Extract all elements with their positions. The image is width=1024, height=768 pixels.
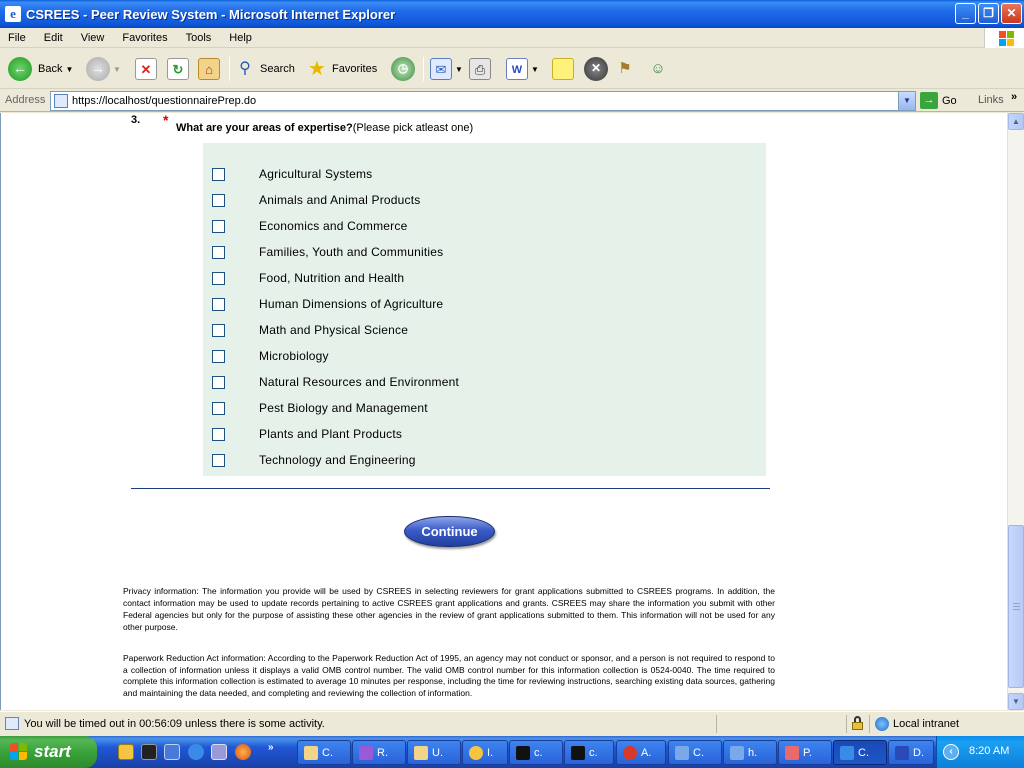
- security-zone[interactable]: [875, 717, 959, 731]
- status-pane-divider: [846, 715, 847, 733]
- search-label: Search: [260, 63, 295, 75]
- secure-lock-icon[interactable]: [852, 716, 863, 730]
- scroll-grip: [1013, 606, 1020, 607]
- menu-edit[interactable]: Edit: [43, 31, 63, 44]
- favorites-label: Favorites: [332, 63, 378, 75]
- ie-icon: [840, 746, 854, 760]
- links-chevron-icon[interactable]: »: [1011, 91, 1018, 103]
- taskbar-button[interactable]: [616, 740, 666, 765]
- stop-button[interactable]: [135, 55, 157, 83]
- clock-icon: [469, 746, 483, 760]
- forward-arrow-icon: →: [86, 57, 110, 81]
- ie-logo-icon: e: [5, 6, 21, 22]
- page-icon: [54, 94, 68, 108]
- address-label: Address: [5, 94, 46, 106]
- print-icon: ⎙: [469, 58, 491, 80]
- folder-icon: [304, 746, 318, 760]
- taskbar-button-label: C.: [322, 746, 333, 759]
- scroll-thumb[interactable]: [1008, 525, 1024, 688]
- tray-expand-icon[interactable]: ‹: [943, 744, 959, 760]
- mail-button[interactable]: [430, 55, 463, 83]
- folder-icon: [414, 746, 428, 760]
- taskbar-button[interactable]: [723, 740, 777, 765]
- taskbar-button-label: P.: [803, 746, 812, 759]
- expertise-option-label: Agricultural Systems: [259, 167, 373, 181]
- favorites-button[interactable]: [306, 55, 377, 83]
- menu-bar: [0, 28, 1024, 48]
- favorites-star-icon: ★: [308, 58, 326, 80]
- expertise-option-label: Math and Physical Science: [259, 323, 409, 337]
- messenger-icon: ☺: [650, 60, 666, 77]
- windows-flag-icon: [10, 743, 28, 761]
- standard-toolbar: [0, 49, 1024, 89]
- expertise-checkbox[interactable]: [212, 428, 225, 441]
- title-bar: [0, 0, 1024, 28]
- expertise-option-label: Animals and Animal Products: [259, 193, 421, 207]
- page-content: [0, 113, 1007, 710]
- back-label: Back: [38, 63, 63, 75]
- taskbar-button-label: D.: [913, 746, 924, 759]
- expertise-option-label: Human Dimensions of Agriculture: [259, 297, 444, 311]
- expertise-option-label: Food, Nutrition and Health: [259, 271, 405, 285]
- maximize-button[interactable]: ❐: [978, 3, 999, 24]
- address-field[interactable]: [50, 91, 916, 111]
- mail-icon: ✉: [430, 58, 452, 80]
- messenger-button[interactable]: [647, 55, 669, 83]
- quicklaunch-app-icon[interactable]: [211, 744, 227, 760]
- quicklaunch-cmd-icon[interactable]: [141, 744, 157, 760]
- address-bar: [0, 90, 1024, 112]
- print-button[interactable]: [469, 55, 491, 83]
- app-icon: [785, 746, 799, 760]
- taskbar-button[interactable]: [778, 740, 832, 765]
- scroll-down-button[interactable]: ▼: [1008, 693, 1024, 710]
- taskbar-button-label: h.: [748, 746, 758, 759]
- refresh-button[interactable]: [167, 55, 189, 83]
- taskbar-button-label: I.: [487, 746, 494, 759]
- question-hint: (Please pick atleast one): [352, 122, 474, 134]
- paperwork-reduction-notice: Paperwork Reduction Act information: According to the Paperwork Reduction Act of 1995, an agency may not conduct or sponsor, and a person is not required to respond to a collection of information unless it displays a valid OMB control number. The valid OMB control number for this information collection is 0524-0040. The time required to complete this information collection is estimated to average 10 minutes per response, including the time for reviewing instructions, searching existing data sources, gathering and maintaining the data needed, and completing and reviewing the collection of information.: [123, 653, 775, 699]
- menu-help[interactable]: Help: [229, 31, 252, 44]
- expertise-option-label: Technology and Engineering: [259, 453, 416, 467]
- research-icon: ⚑: [618, 60, 632, 77]
- start-button[interactable]: [0, 736, 97, 768]
- start-label: start: [34, 742, 71, 761]
- cmd-icon: [571, 746, 585, 760]
- menu-tools[interactable]: Tools: [185, 31, 212, 44]
- quicklaunch-firefox-icon[interactable]: [235, 744, 251, 760]
- go-arrow-icon: →: [920, 92, 938, 109]
- back-button[interactable]: [8, 55, 73, 83]
- taskbar-button-label: R.: [377, 746, 388, 759]
- word-icon: [895, 746, 909, 760]
- privacy-notice: Privacy information: The information you provide will be used by CSREES in selecting reviewers for grant applications submitted to CSREES programs. In addition, the contact information may be used to update records pertaining to active CSREES grant applications and grants. CSREES may share the information you submit with other Federal agencies but only for the purpose of assisting these other agencies in the review of grant applications submitted to them. This information will not be used for any other purpose.: [123, 586, 775, 632]
- expertise-checkbox[interactable]: [212, 194, 225, 207]
- links-button[interactable]: Links: [978, 94, 1004, 106]
- minimize-button[interactable]: _: [955, 3, 976, 24]
- taskbar-button[interactable]: [352, 740, 406, 765]
- scroll-up-button[interactable]: ▲: [1008, 113, 1024, 130]
- menu-file[interactable]: File: [8, 31, 26, 44]
- system-tray: [936, 736, 1024, 768]
- app-icon: [359, 746, 373, 760]
- search-button[interactable]: [234, 55, 295, 83]
- section-divider: [131, 488, 770, 489]
- expertise-checkbox[interactable]: [212, 376, 225, 389]
- taskbar-button[interactable]: [509, 740, 563, 765]
- window-icon: [675, 746, 689, 760]
- cmd-icon: [516, 746, 530, 760]
- home-icon: ⌂: [198, 58, 220, 80]
- taskbar-button[interactable]: [668, 740, 722, 765]
- expertise-checkbox[interactable]: [212, 350, 225, 363]
- expertise-options-panel: [203, 143, 766, 476]
- menu-favorites[interactable]: Favorites: [122, 31, 168, 44]
- taskbar-button-label: U.: [432, 746, 443, 759]
- expertise-checkbox[interactable]: [212, 402, 225, 415]
- taskbar: [0, 736, 1024, 768]
- history-button[interactable]: [391, 55, 415, 83]
- question-title: What are your areas of expertise?: [176, 122, 353, 134]
- menu-view[interactable]: View: [80, 31, 105, 44]
- toolbar-separator: [423, 57, 424, 81]
- back-dropdown-icon[interactable]: ▼: [65, 64, 74, 74]
- expertise-option-label: Plants and Plant Products: [259, 427, 403, 441]
- expertise-option-label: Economics and Commerce: [259, 219, 408, 233]
- required-asterisk: *: [163, 113, 169, 128]
- continue-button[interactable]: Continue: [404, 516, 495, 547]
- window-title: CSREES - Peer Review System - Microsoft Internet Explorer: [26, 6, 396, 22]
- taskbar-button-label: A.: [641, 746, 652, 759]
- taskbar-button-label: c.: [534, 746, 543, 759]
- expertise-checkbox[interactable]: [212, 220, 225, 233]
- edit-dropdown-icon[interactable]: ▼: [531, 64, 539, 74]
- research-button[interactable]: [614, 55, 636, 83]
- window-icon: [730, 746, 744, 760]
- expertise-checkbox[interactable]: [212, 324, 225, 337]
- toolbar-separator: [229, 57, 230, 81]
- forward-dropdown-icon[interactable]: ▼: [113, 64, 121, 74]
- status-bar: [0, 711, 1024, 735]
- status-pane-divider: [716, 715, 717, 733]
- lock-body: [852, 722, 863, 730]
- status-pane-divider: [869, 715, 870, 733]
- expertise-option-label: Microbiology: [259, 349, 329, 363]
- stop-icon: ✕: [135, 58, 157, 80]
- scroll-grip: [1013, 603, 1020, 604]
- quicklaunch-more-icon[interactable]: »: [268, 742, 274, 753]
- edit-word-button[interactable]: [506, 55, 539, 83]
- back-arrow-icon: ←: [8, 57, 32, 81]
- expertise-checkbox[interactable]: [212, 272, 225, 285]
- discuss-button[interactable]: [552, 55, 574, 83]
- close-button[interactable]: ✕: [1001, 3, 1022, 24]
- intranet-globe-icon: [875, 717, 889, 731]
- mail-dropdown-icon[interactable]: ▼: [455, 64, 463, 74]
- taskbar-button-label: C.: [693, 746, 704, 759]
- taskbar-button[interactable]: [462, 740, 508, 765]
- expertise-checkbox[interactable]: [212, 168, 225, 181]
- history-icon: ◷: [391, 57, 415, 81]
- home-button[interactable]: [198, 55, 220, 83]
- block-icon: ✕: [584, 57, 608, 81]
- go-button[interactable]: [920, 92, 957, 109]
- expertise-option-label: Pest Biology and Management: [259, 401, 428, 415]
- taskbar-button[interactable]: [297, 740, 351, 765]
- error-icon: [623, 746, 637, 760]
- blocker-button[interactable]: [584, 55, 608, 83]
- expertise-checkbox[interactable]: [212, 246, 225, 259]
- expertise-option-label: Natural Resources and Environment: [259, 375, 460, 389]
- quicklaunch-clock-icon[interactable]: [118, 744, 134, 760]
- note-icon: [552, 58, 574, 80]
- status-text: You will be timed out in 00:56:09 unless there is some activity.: [24, 718, 325, 730]
- quicklaunch-ie-icon[interactable]: [188, 744, 204, 760]
- address-dropdown-icon[interactable]: ▼: [898, 92, 915, 110]
- vertical-scrollbar[interactable]: [1007, 113, 1024, 710]
- forward-button[interactable]: [86, 55, 121, 83]
- zone-label: Local intranet: [893, 718, 960, 730]
- clock[interactable]: 8:20 AM: [969, 745, 1010, 757]
- taskbar-button[interactable]: [407, 740, 461, 765]
- expertise-checkbox[interactable]: [212, 454, 225, 467]
- windows-flag-icon: [984, 28, 1024, 48]
- expertise-checkbox[interactable]: [212, 298, 225, 311]
- taskbar-button[interactable]: [888, 740, 934, 765]
- question-number: 3.: [131, 114, 141, 126]
- taskbar-button-label: c.: [589, 746, 598, 759]
- go-label: Go: [942, 94, 957, 107]
- page-status-icon: [5, 717, 19, 730]
- refresh-icon: ↻: [167, 58, 189, 80]
- scroll-grip: [1013, 609, 1020, 610]
- taskbar-button-label: C.: [858, 746, 869, 759]
- taskbar-button-active[interactable]: [833, 740, 887, 765]
- address-url[interactable]: https://localhost/questionnairePrep.do: [72, 95, 257, 107]
- question-text: [176, 122, 473, 134]
- word-icon: W: [506, 58, 528, 80]
- taskbar-button[interactable]: [564, 740, 614, 765]
- expertise-option-label: Families, Youth and Communities: [259, 245, 444, 259]
- search-icon: ⚲: [239, 60, 251, 77]
- quicklaunch-explorer-icon[interactable]: [164, 744, 180, 760]
